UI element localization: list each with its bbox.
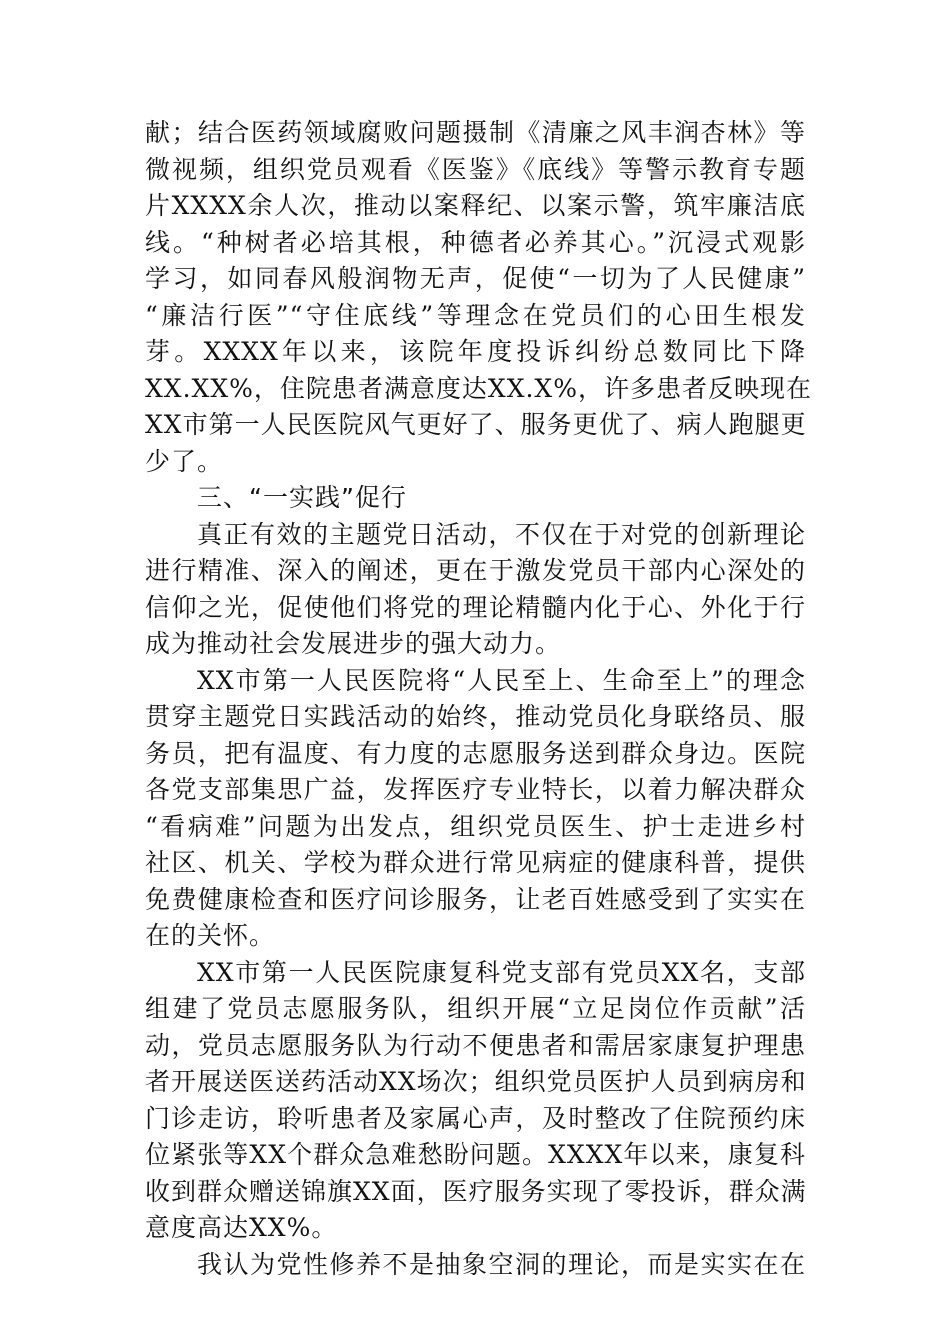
text-line: “看病难”问题为出发点，组织党员医生、护士走进乡村	[145, 811, 806, 841]
text-line: 学习，如同春风般润物无声，促使“一切为了人民健康”	[145, 264, 806, 293]
text-line: 意度高达XX%。	[145, 1213, 338, 1242]
text-line: 社区、机关、学校为群众进行常见病症的健康科普，提供	[145, 848, 806, 877]
text-line: 芽。XXXX年以来，该院年度投诉纠纷总数同比下降	[145, 337, 806, 366]
text-line: 献；结合医药领域腐败问题摄制《清廉之风丰润杏林》等	[145, 118, 806, 147]
text-line: XX市第一人民医院将“人民至上、生命至上”的理念	[197, 665, 806, 695]
text-line: 成为推动社会发展进步的强大动力。	[145, 629, 562, 658]
text-line: 动，党员志愿服务队为行动不便患者和需居家康复护理患	[145, 1030, 806, 1060]
text-line: “廉洁行医”“守住底线”等理念在党员们的心田生根发	[145, 300, 806, 330]
text-line: 免费健康检查和医疗问诊服务，让老百姓感受到了实实在	[145, 884, 806, 914]
text-line: 收到群众赠送锦旗XX面，医疗服务实现了零投诉，群众满	[145, 1176, 807, 1206]
text-line: 线。“种树者必培其根，种德者必养其心。”沉浸式观影	[145, 227, 806, 257]
text-line: XX市第一人民医院风气更好了、服务更优了、病人跑腿更	[145, 410, 807, 439]
section-heading: 三、“一实践”促行	[197, 483, 407, 512]
document-body	[145, 115, 812, 1283]
text-line: 各党支部集思广益，发挥医疗专业特长，以着力解决群众	[145, 775, 806, 804]
text-line: 者开展送医送药活动XX场次；组织党员医护人员到病房和	[145, 1067, 807, 1096]
text-line: 我认为党性修养不是抽象空洞的理论，而是实实在在	[197, 1249, 806, 1279]
text-line: 门诊走访，聆听患者及家属心声，及时整改了住院预约床	[145, 1103, 806, 1133]
text-line: 进行精准、深入的阐述，更在于激发党员干部内心深处的	[145, 556, 806, 585]
text-line: XX市第一人民医院康复科党支部有党员XX名，支部	[197, 957, 806, 987]
text-line: 少了。	[145, 446, 224, 476]
text-line: XX.XX%，住院患者满意度达XX.X%，许多患者反映现在	[145, 373, 812, 403]
text-line: 务员，把有温度、有力度的志愿服务送到群众身边。医院	[145, 738, 806, 768]
text-line: 位紧张等XX个群众急难愁盼问题。XXXX年以来，康复科	[145, 1140, 806, 1169]
text-line: 片XXXX余人次，推动以案释纪、以案示警，筑牢廉洁底	[145, 191, 806, 220]
text-line: 微视频，组织党员观看《医鉴》《底线》等警示教育专题	[145, 154, 806, 184]
text-line: 在的关怀。	[145, 921, 276, 950]
text-line: 组建了党员志愿服务队，组织开展“立足岗位作贡献”活	[145, 994, 806, 1023]
text-line: 贯穿主题党日实践活动的始终，推动党员化身联络员、服	[145, 702, 806, 731]
text-line: 信仰之光，促使他们将党的理论精髓内化于心、外化于行	[145, 592, 806, 622]
text-line: 真正有效的主题党日活动，不仅在于对党的创新理论	[197, 519, 806, 549]
